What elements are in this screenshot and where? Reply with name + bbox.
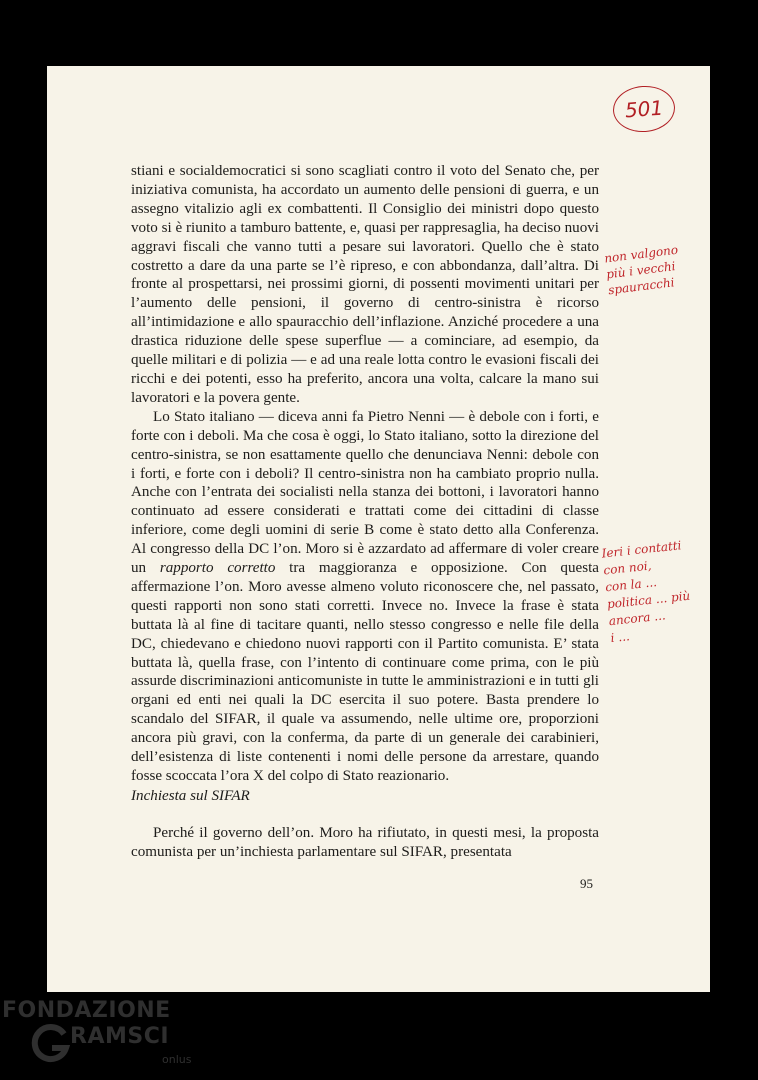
logo-g-icon [30, 1024, 70, 1064]
logo-line-1: FONDAZIONE [2, 998, 171, 1023]
paragraph-3: Perché il governo dell’on. Moro ha rifiutato, in questi mesi, la proposta comunista per un’inchiesta parlamentare sul SIFAR, presentata [131, 825, 599, 860]
logo-line-2: RAMSCI [70, 1024, 170, 1049]
folio-number: 501 [611, 84, 676, 134]
margin-note-2-line: ancora ... [608, 608, 667, 629]
paragraph-1: stiani e socialdemocratici si sono scagliati contro il voto del Senato che, per iniziativa comunista, ha accordato un aumento delle pensioni di guerra, e un assegno vitalizio agli ex combattenti. Il Consiglio dei ministri dopo questo voto si è riunito a tamburo battente, e, quasi per rappresaglia, ha deciso nuovi aggravi fiscali che vanno tutti a pesare sui lavoratori. Quello che è stato costretto a dare da una parte se l’è ripreso, e con abbondanza, dall’altra. Di fronte al prospettarsi, nei prossimi giorni, di possenti movimenti unitari per l’aumento delle pensioni, il governo di centro-sinistra è ricorso all’intimidazione e allo spauracchio dell’inflazione. Anziché procedere a una drastica riduzione delle spese superflue — a cominciare, ad esempio, da quelle militari e di polizia — e ad una reale lotta contro le evasioni fiscali dei ricchi e dei potenti, esso ha preferito, ancora una volta, calcare la mano sui lavoratori e la povera gente. [131, 163, 599, 406]
foundation-logo [0, 998, 210, 1078]
margin-note-1 [603, 242, 682, 299]
margin-note-2 [601, 537, 695, 647]
margin-note-2-line: i ... [609, 629, 631, 646]
lower-text [131, 824, 599, 862]
margin-note-1-line: più i vecchi [605, 259, 677, 282]
body-text [131, 162, 599, 786]
margin-note-2-line: politica ... più [606, 588, 691, 612]
margin-note-2-line: con noi, [602, 558, 653, 578]
margin-note-2-line: con la ... [604, 575, 658, 595]
paragraph-2 [131, 408, 599, 786]
section-heading: Inchiesta sul SIFAR [131, 788, 250, 804]
logo-suffix: onlus [162, 1053, 192, 1066]
page-number: 95 [580, 876, 593, 891]
paragraph-2-emphasis: rapporto corretto [159, 560, 276, 577]
paragraph-2-start: Lo Stato italiano — diceva anni fa Pietro Nenni — è debole con i forti, e forte con i deboli. Ma che cosa è oggi, lo Stato italiano, sotto la direzione del centro-sinistra, se non esattamente quello che denunciava Nenni: debole con i forti, e forte con i deboli? Il centro-sinistra non ha cambiato proprio nulla. Anche con l’entrata dei socialisti nella stanza dei bottoni, i lavoratori hanno continuato ad essere considerati e trattati come dei cittadini di classe inferiore, come degli uomini di serie B come è stato detto alla Conferenza. Al congresso della DC l’on. Moro si è azzardato ad affermare di voler creare un [131, 408, 599, 577]
margin-note-1-line: spauracchi [607, 275, 676, 298]
paragraph-2-end: tra maggioranza e opposizione. Con questa affermazione l’on. Moro avesse almeno voluto riconoscere che, nel passato, questi rapporti non sono stati corretti. Invece no. Invece la frase è stata buttata là al fine di tacitare quanti, nello stesso congresso e nelle file della DC, chiedevano e chiedono nuovi rapporti con il Partito comunista. E’ stata buttata là, quella frase, con l’intento di continuare come prima, con le più assurde discriminazioni anticomuniste in tutte le amministrazioni e in tutti gli organi ed enti nei quali la DC esercita il suo potere. Basta prendere lo scandalo del SIFAR, il quale va assumendo, nelle ultime ore, proporzioni ancora più gravi, con la conferma, da parte di un generale dei carabinieri, dell’esistenza di liste contenenti i nomi delle persone da arrestare, quando fosse scoccata l’ora X del colpo di Stato reazionario. [131, 560, 599, 784]
margin-note-1-line: non valgono [603, 242, 679, 266]
document-page [47, 66, 710, 992]
margin-note-2-line: Ieri i contatti [601, 538, 683, 561]
